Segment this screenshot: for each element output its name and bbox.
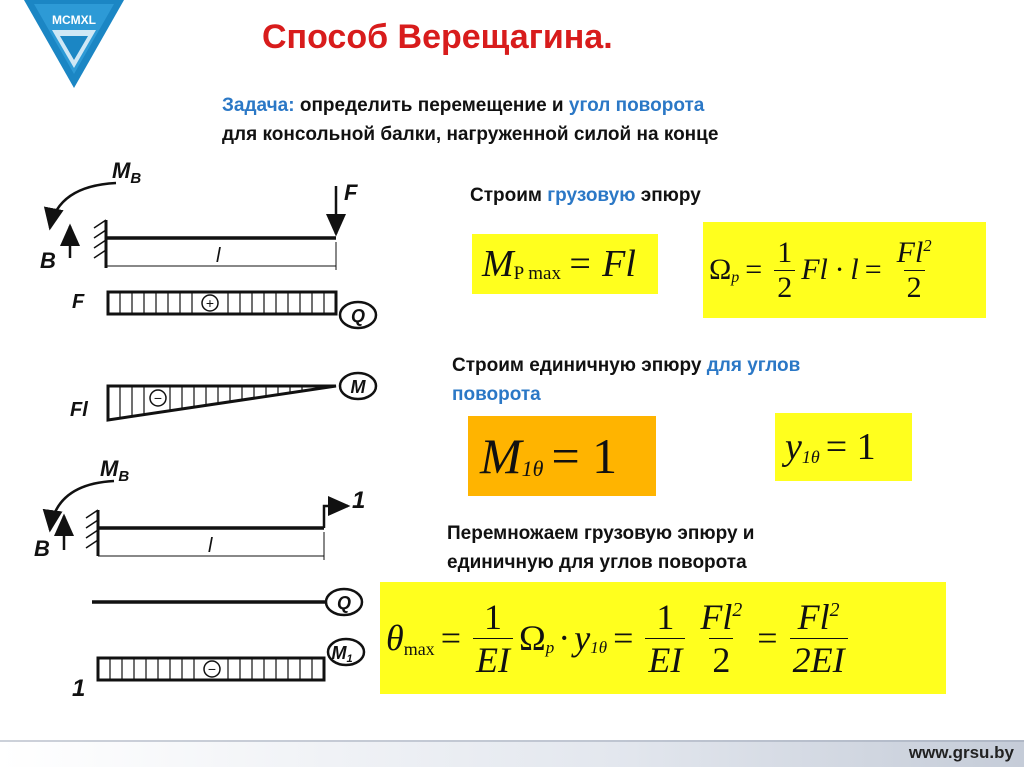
fraction-fl2-den: 2: [904, 270, 925, 305]
fraction-fl2-over-2: [894, 236, 935, 305]
formula-omega-p: [703, 222, 986, 318]
formula-mpmax-sub: P max: [513, 263, 561, 284]
formula-theta-symbol: θ: [386, 618, 404, 658]
formula-m1theta-sub: 1θ: [521, 456, 544, 481]
load-beam-scheme: [40, 158, 358, 273]
formula-omega-symbol: Ω: [709, 253, 732, 286]
formula-mpmax: [472, 234, 658, 294]
fraction-fl2-over-2-b: [697, 596, 745, 681]
label-mb: $M_B$: [112, 158, 142, 187]
label-one-bottom: 1: [72, 675, 86, 702]
label-fl: Fl: [70, 399, 88, 421]
page-title: Способ Верещагина.: [262, 18, 613, 56]
fraction-fl2-b-num-base: Fl: [700, 596, 733, 637]
formula-theta-y-sub: 1θ: [590, 638, 608, 657]
formula-omega-eq-1: =: [745, 253, 763, 286]
task-line-1: [222, 91, 718, 120]
beam-diagrams: [28, 158, 383, 723]
formula-theta-eq-3: =: [757, 618, 778, 658]
formula-m1theta: [468, 416, 656, 496]
step-1-highlight: грузовую: [547, 185, 636, 206]
task-text: [222, 91, 718, 149]
unit-moment-icon: [324, 506, 348, 528]
fraction-one-over-ei-2-den: EI: [645, 638, 685, 681]
unit-beam-scheme: [34, 456, 365, 561]
step-2-prefix: Строим единичную эпюру: [452, 355, 707, 376]
formula-m1theta-rhs: = 1: [551, 428, 618, 484]
fraction-one-over-ei-1-num: 1: [483, 596, 502, 637]
formula-theta-dot: ·: [558, 618, 571, 658]
fraction-fl2-b-den: 2: [709, 638, 733, 681]
label-f: F: [344, 180, 358, 205]
fraction-fl2-over-2ei: [790, 596, 848, 681]
fraction-fl2-2ei-num-exp: 2: [829, 598, 840, 621]
site-url[interactable]: www.grsu.by: [908, 743, 1014, 762]
formula-y1theta: [775, 413, 912, 481]
formula-fl-l: Fl · l: [801, 253, 859, 286]
formula-theta-omega-sub: p: [545, 638, 555, 657]
formula-y1theta-sub: 1θ: [801, 446, 820, 467]
step-1-prefix: Строим: [470, 185, 548, 206]
fraction-fl2-2ei-den: 2EI: [790, 638, 848, 681]
unit-moment-diagram: [72, 639, 364, 702]
fraction-one-over-ei-2-num: 1: [656, 596, 675, 637]
task-text-1: определить перемещение и: [294, 95, 569, 116]
formula-theta-y: y: [574, 618, 591, 658]
formula-y1theta-rhs: = 1: [825, 426, 876, 468]
step-2-line-2: поворота: [452, 384, 541, 405]
shear-diagram: [72, 291, 376, 328]
fraction-one-half-den: 2: [774, 270, 795, 305]
fraction-one-over-ei-1: [473, 596, 513, 681]
label-m: M: [350, 377, 366, 397]
label-m1: M1: [331, 643, 353, 665]
fraction-fl2-num-base: Fl: [896, 235, 924, 269]
step-3-line-1: Перемножаем грузовую эпюру и: [447, 523, 755, 544]
label-b: B: [40, 248, 56, 273]
step-1-heading: [470, 181, 701, 210]
footer-bar: [0, 740, 1024, 767]
sign-minus-m1: −: [207, 661, 217, 677]
fraction-one-half-num: 1: [777, 235, 793, 269]
task-label: Задача:: [222, 95, 295, 116]
step-1-suffix: эпюру: [635, 185, 701, 206]
fraction-fl2-b-num: [697, 596, 745, 638]
step-2-line-1: [452, 351, 800, 380]
label-q-2: Q: [336, 593, 352, 613]
formula-theta-max: [380, 582, 946, 694]
formula-theta-eq-1: =: [440, 618, 461, 658]
fraction-fl2-num-exp: 2: [923, 235, 932, 255]
fraction-fl2-2ei-num: [795, 596, 843, 638]
university-logo: [24, 0, 124, 88]
moment-arc-icon-2: [50, 481, 114, 530]
formula-theta-eq-2: =: [613, 618, 634, 658]
formula-m1theta-M: M: [480, 428, 522, 484]
step-3-line-2: единичную для углов поворота: [447, 552, 747, 573]
formula-mpmax-rhs: = Fl: [566, 243, 636, 285]
formula-theta-omega: Ω: [518, 618, 546, 658]
label-b-2: B: [34, 536, 50, 561]
moment-diagram: [70, 373, 376, 421]
label-one-top: 1: [352, 487, 366, 514]
task-highlight: угол поворота: [568, 95, 705, 116]
label-q: Q: [350, 306, 366, 326]
sign-plus: +: [205, 295, 215, 311]
formula-omega-sub: p: [731, 269, 740, 286]
formula-omega-eq-2: =: [864, 253, 882, 286]
formula-mpmax-M: M: [482, 243, 514, 285]
unit-shear-diagram: [92, 589, 362, 615]
label-l-2: l: [208, 535, 213, 557]
sign-minus-m: −: [153, 390, 163, 406]
label-mb-2: $M_B$: [100, 456, 130, 485]
fraction-fl2-2ei-num-base: Fl: [797, 596, 830, 637]
label-l: l: [216, 245, 221, 267]
step-3-heading: [447, 519, 754, 577]
wall-hatch: [94, 220, 106, 258]
task-line-2: для консольной балки, нагруженной силой на конце: [222, 124, 719, 145]
label-f-q: F: [72, 291, 85, 313]
fraction-one-over-ei-2: [645, 596, 685, 681]
logo-text: MCMXL: [52, 13, 96, 27]
fraction-fl2-b-num-exp: 2: [732, 598, 743, 621]
formula-theta-sub: max: [403, 638, 435, 659]
fraction-one-half: [774, 236, 795, 305]
fraction-fl2-num: [894, 236, 935, 270]
step-2-highlight: для углов: [706, 355, 801, 376]
step-2-heading: [452, 351, 800, 409]
formula-y1theta-y: y: [785, 426, 802, 468]
fraction-one-over-ei-1-den: EI: [473, 638, 513, 681]
